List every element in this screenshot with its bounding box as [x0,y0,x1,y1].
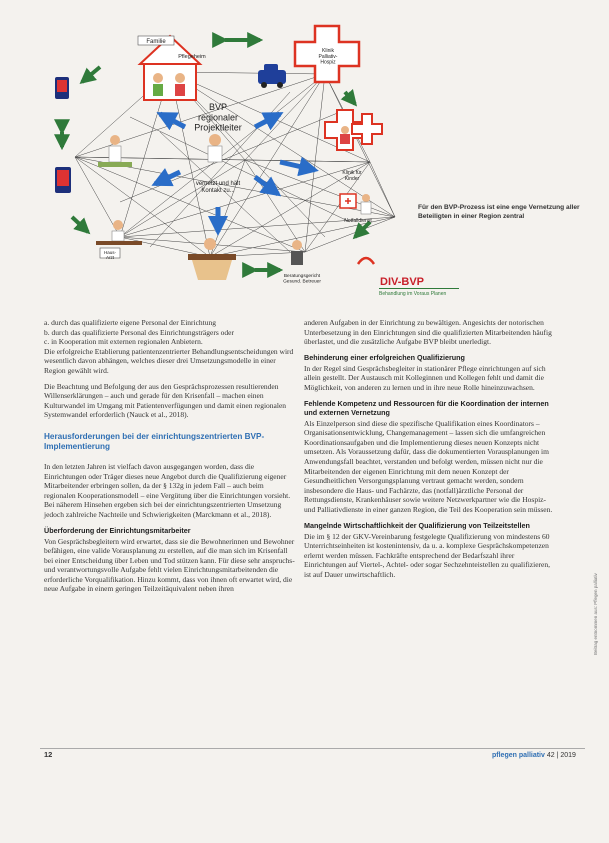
logo-brand: DIV-BVP [380,276,425,288]
page-number: 12 [44,750,53,759]
paragraph: In der Regel sind Gesprächsbegleiter in stationärer Pflege einrichtungen auf sich allein gestellt. Der Austausch mit Kolleginnen und Kollegen fehlt und damit die Möglichkeit, von anderen zu lernen und in ihre neue Rolle hineinzuwachsen. [304,363,546,392]
vernetzt-label: vernetzt und hält Kontakt zu... [195,181,241,194]
counseling-desk [188,238,236,280]
journal-footer [492,752,576,759]
red-cross-icon [352,114,382,144]
section-heading: Herausforderungen bei der einrichtungszentrierten BVP-Implementierung [44,431,265,451]
label-hausarzt: Haus-Arzt [103,250,117,261]
journal-issue: 42 | 2019 [546,752,576,759]
journal-name: pflegen palliativ [492,752,545,759]
paragraph: In den letzten Jahren ist vielfach davon ausgegangen worden, dass die Einrichtungen oder Träger dieses neue Angebot durch die Qualifizierung eigener Mitarbeitender erbringen sollen, da der § 132g in jedem Fall – auch beim regionalen Kooperationsmodell – eine Vergütung über die Einrichtungen vorsieht. Bei näherem Hinsehen ergeben sich bei der einrichtungszentrierten Umsetzung jedoch zahlreiche Nachteile und Schwierigkeiten (Marckmann et al., 2018). [44,461,291,519]
list-item: b. durch das qualifizierte Personal des Einrichtungsträgers oder [44,327,234,337]
paragraph: anderen Aufgaben in der Einrichtung zu bewältigen. Angesichts der notorischen Unterbesetzung in den Einrichtungen sind die qualifizierten Mitarbeitenden häufig überlastet, und die zusätzliche Aufgabe BVP bleibt unerledigt. [304,318,552,347]
label-beratung: Beratungsgericht Gesund. Betreuer [283,274,321,285]
logo-tagline: Behandlung im Voraus Planen [379,291,447,297]
right-column [304,318,556,585]
sub-heading: Behinderung einer erfolgreichen Qualifizierung [304,352,465,362]
model-list [44,318,296,347]
paragraph: Die im § 12 der GKV-Vereinbarung festgelegte Qualifizierung von mindestens 60 Unterrichtseinheiten ist kostenintensiv, da u. a. komplexe Gesprächskompetenzen erlernt werden müssen. Fachkräfte entsprechend der Bedarfszahl ihrer Einrichtungen auf Viertel-, Achtel- oder sogar Sechzehnteistellen zu qualifizieren, ist auf Dauer unwirtschaftlich. [304,531,550,579]
emergency-service [340,194,372,224]
sub-heading: Überforderung der Einrichtungsmitarbeiter [44,525,191,535]
car-icon [258,64,286,88]
list-item: c. in Kooperation mit externen regionalen Anbietern. [44,337,203,347]
tablet-icon [55,167,71,193]
sub-heading: Fehlende Kompetenz und Ressourcen für die Koordination der internen und externen Vernetzung [304,398,549,417]
court-figure [283,240,321,285]
div-bvp-logo [358,258,459,297]
paragraph: Die erfolgreiche Etablierung patientenzentrierter Behandlungsentscheidungen wird wesentlich davon abhängen, welches dieser drei Umsetzungsmodelle in einer Region gewählt wird. [44,346,294,375]
left-column [44,318,296,600]
label-familie: Familie [146,39,166,45]
figure-caption: Für den BVP-Prozess ist eine enge Vernetzung aller Beteiligten in einer Region zentral [418,204,580,220]
children-clinic [325,110,365,182]
family-house [138,36,206,100]
list-item: a. durch das qualifizierte eigene Personal der Einrichtung [44,318,217,327]
paragraph: Die Beachtung und Befolgung der aus den Gesprächsprozessen resultierenden Willenserklärungen – auch und gerade für den Krisenfall – machen einen Kulturwandel im Umgang mit Patientenverfügungen und damit einen regionalen Systemwandel erforderlich (Nauck et al., 2018). [44,381,287,420]
label-notfalldienst: Notfalldienst [344,218,372,224]
side-credit: Beitrag entnommen aus: Pflegen palliativ [593,573,598,655]
family-doctor [96,220,142,260]
green-arrows [62,67,370,270]
footer-rule [40,748,585,749]
paragraph: Von Gesprächsbegleitern wird erwartet, dass sie die Bewohnerinnen und Bewohner befähigen, eine valide Vorausplanung zu erstellen, auf die man sich im Krisenfall bei einer Entscheidung über Leben und Tod stützen kann. Für diese sehr anspruchs- und verantwortungsvolle Aufgabe fehlt vielen Einrichtungsmitarbeitenden die erforderliche Vorqualifikation. Hinzu kommt, dass von ihnen oft erwartet wird, die neue Aufgabe in einem geringen Teilzeitäquivalent neben ihren [44,536,295,594]
phone-icon [55,77,69,99]
label-klinik-kinder: Klinik für Kinder [342,170,362,182]
label-pflegeheim: Pflegeheim [178,54,206,60]
paragraph: Als Einzelperson sind diese die spezifische Qualifikation eines Koordinators – Organisationsentwicklung, Changemanagement – lassen sich die umfangreichen Koordinationsaufgaben und die Implementierung dieses neuen Konzepts nicht umsetzen. Als Voraussetzung dafür, dass die dokumentierten Vorausplanungen im Anwendungsfall beachtet, verstanden und befolgt werden, müssen nicht nur die Mitarbeitenden der eigenen Einrichtung mit dem neuen Konzept der Gesundheitlichen Versorgungsplanung vertraut gemacht werden, sondern insbesondere die Haus- und Fachärzte, das (notfall)ärztliche Personal der Rettungsdienste, Krankenhäuser sowie weitere Netzwerkpartner wie die Hospiz- und Palliativdienste in einer ganzen Region, die Teil des Kooperation sein müssen. [304,418,553,514]
bvp-network-illustration [40,22,585,310]
sub-heading: Mangelnde Wirtschaftlichkeit der Qualifizierung von Teilzeitstellen [304,520,530,530]
bvp-title: BVP regionaler Projektleiter [194,102,242,133]
label-klinik: Klinik Palliativ-Hospiz [318,48,338,66]
